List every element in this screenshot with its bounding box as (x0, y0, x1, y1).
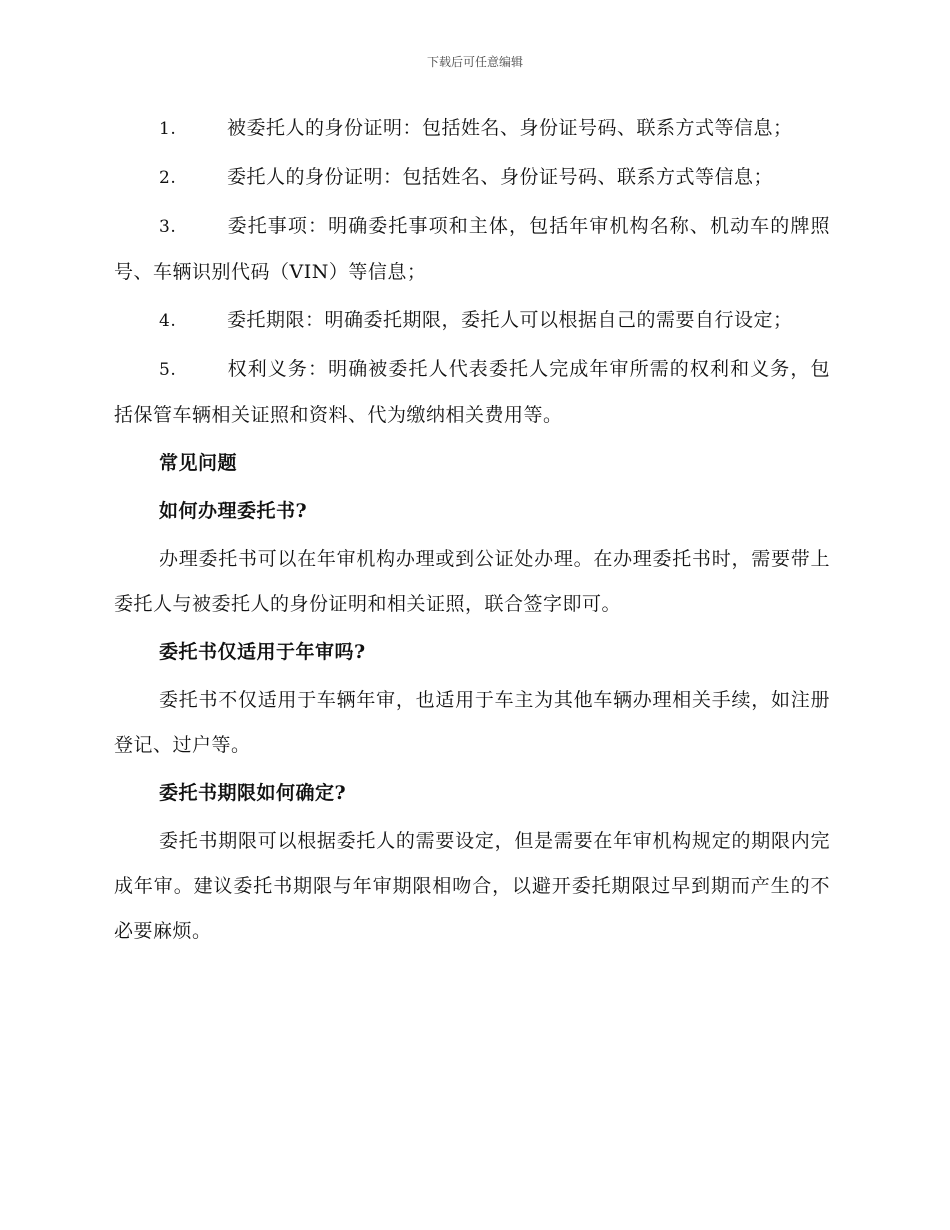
page-header: 下载后可任意编辑 (426, 55, 523, 69)
faq-question: 委托书期限如何确定? (159, 782, 347, 804)
faq-answer: 委托书不仅适用于车辆年审，也适用于车主为其他车辆办理相关手续，如注册登记、过户等。 (114, 689, 830, 756)
list-number: 4. (159, 311, 177, 331)
document-body (114, 106, 830, 957)
faq-title: 常见问题 (159, 452, 238, 474)
list-text: 委托人的身份证明：包括姓名、身份证号码、联系方式等信息； (227, 166, 774, 188)
list-item (114, 204, 830, 295)
list-item (114, 155, 830, 201)
list-number: 1. (159, 119, 177, 139)
faq-answer: 委托书期限可以根据委托人的需要设定，但是需要在年审机构规定的期限内完成年审。建议委托书期限与年审期限相吻合，以避开委托期限过早到期而产生的不必要麻烦。 (114, 830, 830, 942)
list-number: 3. (159, 217, 177, 237)
list-number: 5. (159, 360, 177, 380)
list-text: 被委托人的身份证明：包括姓名、身份证号码、联系方式等信息； (227, 117, 793, 139)
faq-question: 委托书仅适用于年审吗? (159, 641, 366, 663)
list-item (114, 106, 830, 152)
list-item (114, 298, 830, 344)
faq-answer: 办理委托书可以在年审机构办理或到公证处办理。在办理委托书时，需要带上委托人与被委托人的身份证明和相关证照，联合签字即可。 (114, 548, 830, 615)
list-item (114, 347, 830, 438)
list-text: 委托事项：明确委托事项和主体，包括年审机构名称、机动车的牌照号、车辆识别代码（VIN）等信息； (114, 215, 830, 283)
list-text: 权利义务：明确被委托人代表委托人完成年审所需的权利和义务，包括保管车辆相关证照和资料、代为缴纳相关费用等。 (114, 358, 830, 426)
list-text: 委托期限：明确委托期限，委托人可以根据自己的需要自行设定； (227, 309, 793, 331)
list-number: 2. (159, 168, 177, 188)
faq-question: 如何办理委托书? (159, 500, 308, 522)
